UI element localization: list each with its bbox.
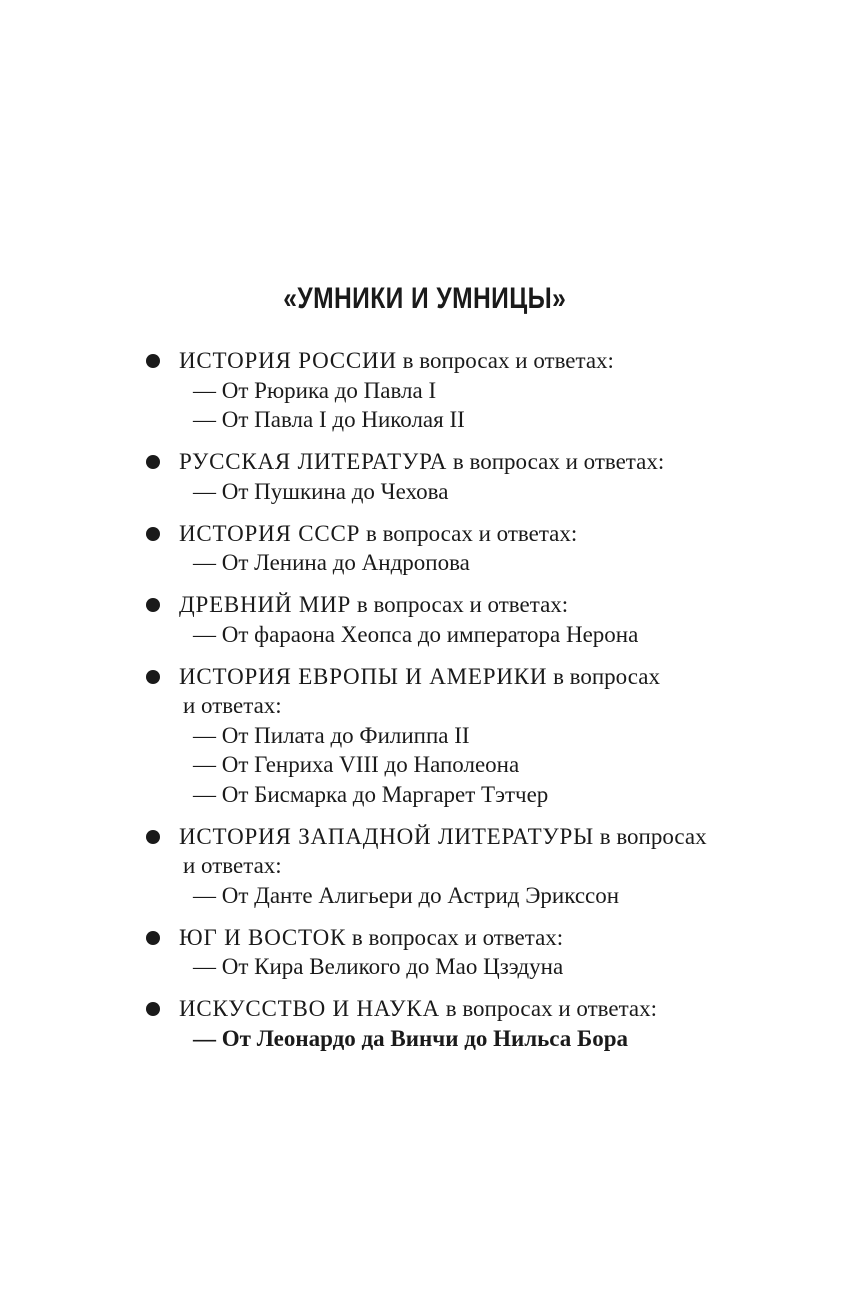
book-subtitle: — От Павла I до Николая II [193,407,465,432]
series-suffix-continuation: и ответах: [183,693,282,718]
series-heading [179,346,786,376]
series-heading [179,590,786,620]
bullet-icon [146,670,160,684]
series-item [146,994,786,1053]
series-item [146,923,786,982]
page-title: «УМНИКИ И УМНИЦЫ» [283,282,567,315]
series-heading [179,994,786,1024]
book-subtitle: — От Леонардо да Винчи до Нильса Бора [193,1025,629,1051]
series-suffix: в вопросах [599,823,707,849]
series-suffix: в вопросах и ответах: [351,924,564,950]
series-suffix: в вопросах и ответах: [402,348,614,373]
book-subtitle: — От Данте Алигьери до Астрид Эрикссон [193,882,620,908]
bullet-icon [146,931,160,945]
series-suffix: в вопросах и ответах: [452,449,665,474]
bullet-icon [146,527,160,541]
series-name: ДРЕВНИЙ МИР [179,592,352,617]
book-subtitle: — От Пилата до Филиппа II [193,722,470,748]
series-suffix-continuation: и ответах: [183,853,282,878]
series-heading [179,447,786,477]
series-heading [179,519,786,549]
series-name: ИСТОРИЯ СССР [179,520,361,546]
series-heading [179,923,786,953]
series-name: ИСТОРИЯ РОССИИ [179,348,397,373]
series-name: ИСТОРИЯ ЕВРОПЫ И АМЕРИКИ [179,663,548,689]
series-suffix: в вопросах [553,663,660,689]
series-suffix: в вопросах и ответах: [356,592,569,617]
series-suffix: в вопросах и ответах: [445,996,658,1021]
book-subtitle: — От Генриха VIII до Наполеона [193,752,520,777]
series-item [146,447,786,506]
series-heading [179,662,786,692]
series-name: РУССКАЯ ЛИТЕРАТУРА [179,449,448,474]
series-item [146,662,786,810]
series-item [146,822,786,911]
bullet-icon [146,1002,160,1016]
series-name: ИСКУССТВО И НАУКА [179,996,440,1021]
book-subtitle: — От Ленина до Андропова [193,550,470,575]
bullet-icon [146,455,160,469]
series-list [146,346,786,1066]
bullet-icon [146,598,160,612]
series-suffix: в вопросах и ответах: [365,520,578,546]
series-heading [179,822,786,852]
book-subtitle: — От Кира Великого до Мао Цзэдуна [193,954,564,979]
book-subtitle: — От фараона Хеопса до императора Нерона [193,621,639,647]
bullet-icon [146,830,160,844]
book-subtitle: — От Рюрика до Павла I [193,377,437,403]
series-item [146,519,786,578]
series-name: ЮГ И ВОСТОК [179,924,347,950]
book-subtitle: — От Пушкина до Чехова [193,478,449,504]
series-name: ИСТОРИЯ ЗАПАДНОЙ ЛИТЕРАТУРЫ [179,823,594,849]
series-item [146,346,786,435]
bullet-icon [146,354,160,368]
series-item [146,590,786,649]
book-subtitle: — От Бисмарка до Маргарет Тэтчер [193,781,549,807]
